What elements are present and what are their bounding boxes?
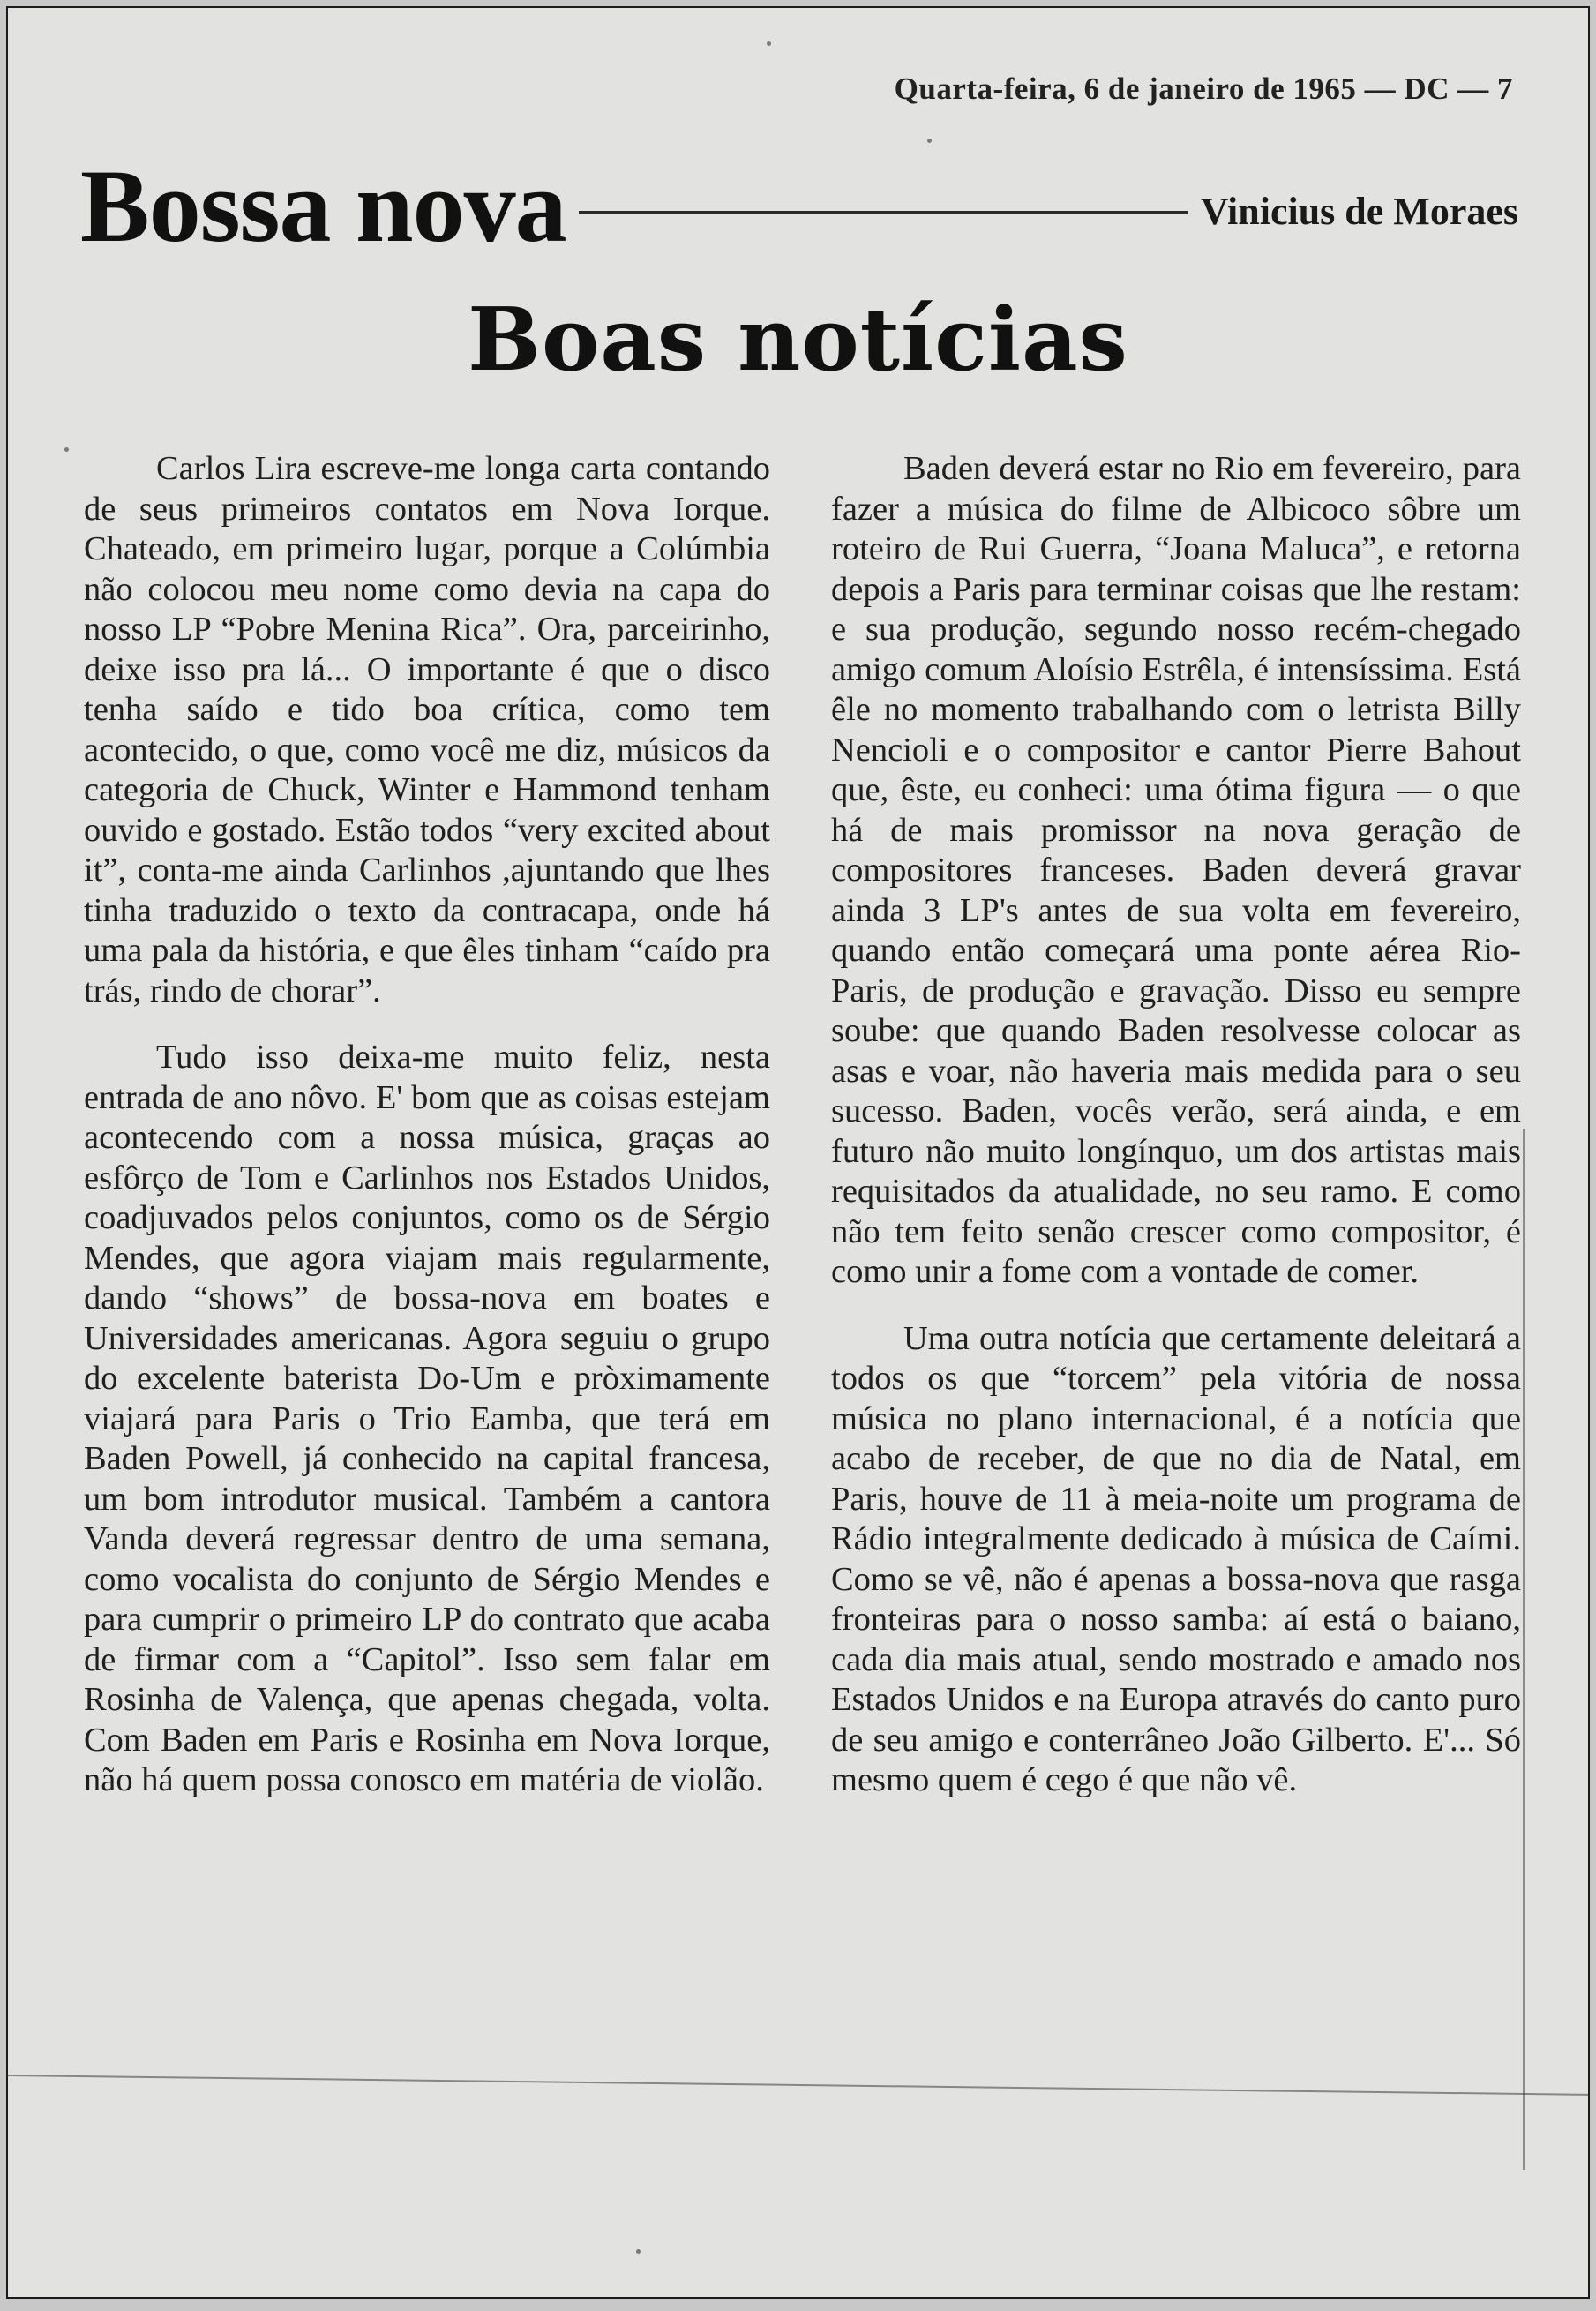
dateline: Quarta-feira, 6 de janeiro de 1965 — DC — 7 <box>894 71 1513 106</box>
article-column-left <box>84 449 770 1801</box>
author-byline: Vinicius de Moraes <box>1200 189 1518 233</box>
scan-artifact-line <box>8 2075 1590 2096</box>
article-headline: Boas notícias <box>468 289 1128 391</box>
column-edge-rule <box>1523 1129 1525 2170</box>
section-title: Bossa nova <box>80 148 566 264</box>
paragraph: Baden deverá estar no Rio em fevereiro, para fazer a música do filme de Albicoco sôbre um roteiro de Rui Guerra, “Joana Maluca”, e retorna depois a Paris para terminar coisas que lhe restam: e sua produção, segundo nosso recém-chegado amigo comum Aloísio Estrêla, é intensíssima. Está êle no momento trabalhando com o letrista Billy Nencioli e o compositor e cantor Pierre Bahout que, êste, eu conheci: uma ótima figura — o que há de mais promissor na nova geração de compositores franceses. Baden deverá gravar ainda 3 LP's antes de sua volta em fevereiro, quando então começará uma ponte aérea Rio-Paris, de produção e gravação. Disso eu sempre soube: que quando Baden resolvesse colocar as asas e voar, não haveria mais medida para o seu sucesso. Baden, vocês verão, será ainda, e em futuro não muito longínquo, um dos artistas mais requisitados da atualidade, no seu ramo. E como não tem feito senão crescer como compositor, é como unir a fome com a vontade de comer. <box>831 450 1521 1290</box>
paragraph: Tudo isso deixa-me muito feliz, nesta entrada de ano nôvo. E' bom que as coisas estejam acontecendo com a nossa música, graças ao esfôrço de Tom e Carlinhos nos Estados Unidos, coadjuvados pelos conjuntos, como os de Sérgio Mendes, que agora viajam mais regularmente, dando “shows” de bossa-nova em boates e Universidades americanas. Agora seguiu o grupo do excelente baterista Do-Um e pròximamente viajará para Paris o Trio Eamba, que terá em Baden Powell, já conhecido na capital francesa, um bom introdutor musical. Também a cantora Vanda deverá regressar dentro de uma semana, como vocalista do conjunto de Sérgio Mendes e para cumprir o primeiro LP do contrato que acaba de firmar com a “Capitol”. Isso sem falar em Rosinha de Valença, que apenas chegada, volta. Com Baden em Paris e Rosinha em Nova Iorque, não há quem possa conosco em matéria de violão. <box>84 1039 770 1798</box>
paragraph: Carlos Lira escreve-me longa carta contando de seus primeiros contatos em Nova Iorque. Chateado, em primeiro lugar, porque a Colúmbia não colocou meu nome como devia na capa do nosso LP “Pobre Menina Rica”. Ora, parceirinho, deixe isso pra lá... O importante é que o disco tenha saído e tido boa crítica, como tem acontecido, o que, como você me diz, músicos da categoria de Chuck, Winter e Hammond tenham ouvido e gostado. Estão todos “very excited about it”, conta-me ainda Carlinhos ,ajuntando que lhes tinha traduzido o texto da contracapa, onde há uma pala da história, e que êles tinham “caído pra trás, rindo de chorar”. <box>84 450 770 1009</box>
scan-speck <box>636 2249 641 2254</box>
column-header <box>80 149 1518 264</box>
scan-speck <box>64 447 69 452</box>
scan-speck <box>767 41 771 46</box>
scan-speck <box>927 139 932 143</box>
article-column-right <box>831 449 1521 1801</box>
paragraph: Uma outra notícia que certamente deleitará a todos os que “torcem” pela vitória de nossa música no plano internacional, é a notícia que acabo de receber, de que no dia de Natal, em Paris, houve de 11 à meia-noite um programa de Rádio integralmente dedicado à música de Caími. Como se vê, não é apenas a bossa-nova que rasga fronteiras para o nosso samba: aí está o baiano, cada dia mais atual, sendo mostrado e amado nos Estados Unidos e na Europa através do canto puro de seu amigo e conterrâneo João Gilberto. E'... Só mesmo quem é cego é que não vê. <box>831 1319 1521 1798</box>
header-rule <box>579 211 1188 214</box>
newspaper-clipping <box>6 6 1590 2299</box>
